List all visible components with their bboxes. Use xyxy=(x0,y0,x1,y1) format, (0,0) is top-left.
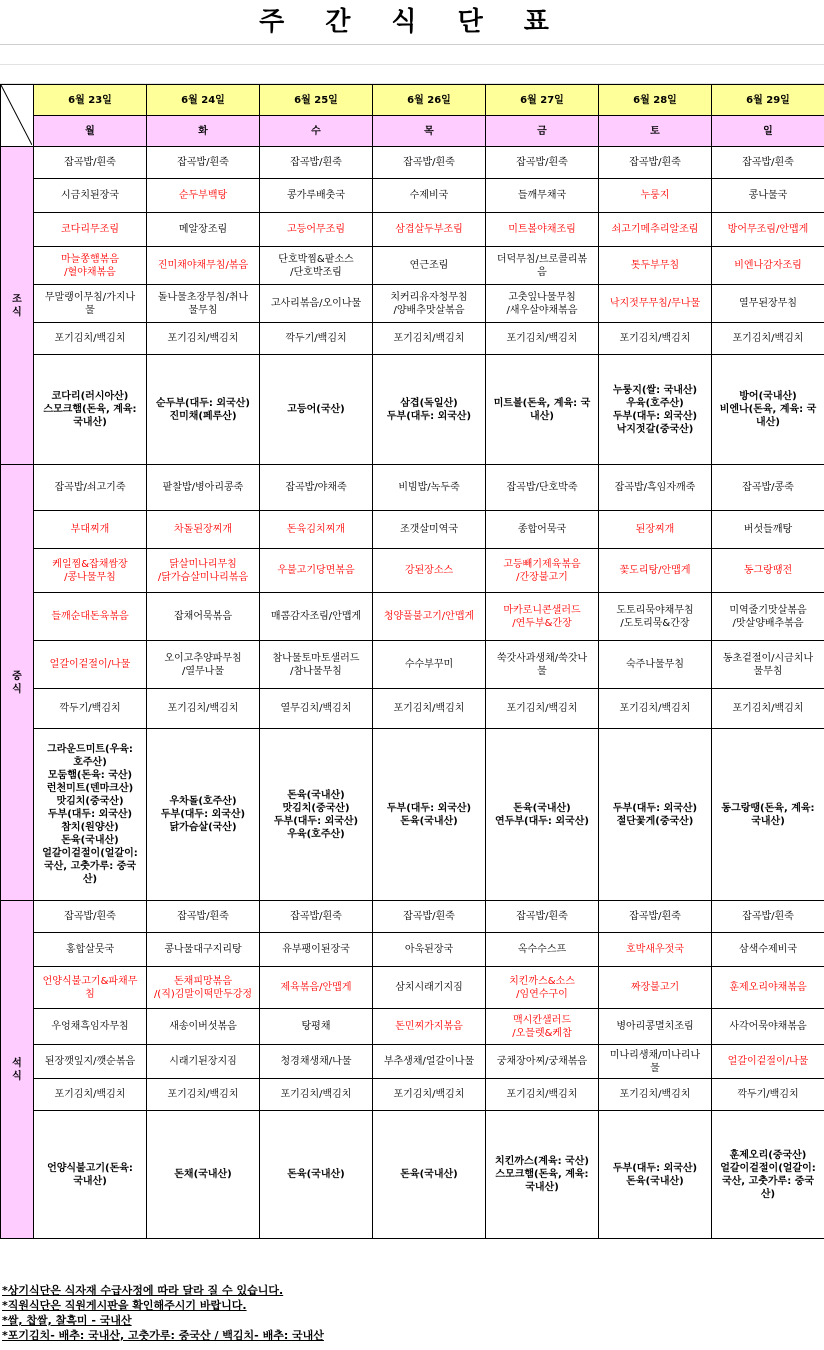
menu-cell: 쇠고기메추리알조림 xyxy=(599,213,712,247)
menu-row xyxy=(1,593,824,641)
menu-cell: 포기김치/백김치 xyxy=(599,323,712,355)
menu-cell: 코다리무조림 xyxy=(34,213,147,247)
menu-row xyxy=(1,1009,824,1045)
menu-cell: 오이고추양파무침 /열무나물 xyxy=(147,641,260,689)
menu-row xyxy=(1,355,824,465)
menu-cell: 삼치시래기지짐 xyxy=(373,967,486,1009)
menu-cell: 돈육(국내산) xyxy=(373,1111,486,1239)
spacer-row xyxy=(0,64,824,84)
menu-cell: 두부(대두: 외국산) 돈육(국내산) xyxy=(373,729,486,901)
menu-cell: 잡곡밥/흰죽 xyxy=(373,901,486,933)
menu-cell: 포기김치/백김치 xyxy=(147,323,260,355)
day-cell: 월 xyxy=(34,116,147,147)
menu-cell: 두부(대두: 외국산) 절단꽃게(중국산) xyxy=(599,729,712,901)
menu-cell: 잡곡밥/흑임자깨죽 xyxy=(599,465,712,511)
menu-cell: 비빔밥/녹두죽 xyxy=(373,465,486,511)
menu-cell: 잡곡밥/흰죽 xyxy=(486,147,599,179)
menu-cell: 잡곡밥/흰죽 xyxy=(147,901,260,933)
menu-cell: 청양풀불고기/안맵게 xyxy=(373,593,486,641)
menu-cell: 돌나물초장무침/취나 물무침 xyxy=(147,285,260,323)
menu-cell: 매콤감자조림/안맵게 xyxy=(260,593,373,641)
menu-cell: 미나리생채/미나리나 물 xyxy=(599,1045,712,1079)
menu-cell: 잡곡밥/흰죽 xyxy=(260,901,373,933)
menu-cell: 순두부(대두: 외국산) 진미채(페루산) xyxy=(147,355,260,465)
menu-cell: 잡곡밥/콩죽 xyxy=(712,465,824,511)
menu-cell: 진미채야채무침/볶음 xyxy=(147,247,260,285)
menu-cell: 우차돌(호주산) 두부(대두: 외국산) 닭가슴살(국산) xyxy=(147,729,260,901)
menu-cell: 잡곡밥/흰죽 xyxy=(34,147,147,179)
menu-cell: 방어무조림/안맵게 xyxy=(712,213,824,247)
note-line: *직원식단은 직원게시판을 확인해주시기 바랍니다. xyxy=(2,1299,247,1312)
menu-cell: 시래기된장지짐 xyxy=(147,1045,260,1079)
menu-cell: 포기김치/백김치 xyxy=(147,1079,260,1111)
menu-cell: 잡곡밥/쇠고기죽 xyxy=(34,465,147,511)
diagonal-line xyxy=(1,85,32,145)
menu-cell: 새송이버섯볶음 xyxy=(147,1009,260,1045)
menu-cell: 돈민찌가지볶음 xyxy=(373,1009,486,1045)
menu-cell: 포기김치/백김치 xyxy=(34,323,147,355)
day-cell: 토 xyxy=(599,116,712,147)
menu-cell: 부대찌개 xyxy=(34,511,147,549)
menu-cell: 포기김치/백김치 xyxy=(599,1079,712,1111)
menu-cell: 마카로니콘샐러드 /연두부&간장 xyxy=(486,593,599,641)
menu-cell: 무말랭이무침/가지나 물 xyxy=(34,285,147,323)
menu-cell: 동그랑땡전 xyxy=(712,549,824,593)
menu-cell: 언양식불고기(돈육: 국내산) xyxy=(34,1111,147,1239)
menu-row xyxy=(1,147,824,179)
menu-cell: 코다리(러시아산) 스모크햄(돈육, 계육: 국내산) xyxy=(34,355,147,465)
date-cell: 6월 24일 xyxy=(147,85,260,116)
menu-cell: 콩가루배춧국 xyxy=(260,179,373,213)
menu-cell: 훈제오리야채볶음 xyxy=(712,967,824,1009)
menu-cell: 얼갈이겉절이/나물 xyxy=(712,1045,824,1079)
menu-cell: 청경채생채/나물 xyxy=(260,1045,373,1079)
menu-row xyxy=(1,213,824,247)
menu-cell: 돈육(국내산) 맛김치(중국산) 두부(대두: 외국산) 우육(호주산) xyxy=(260,729,373,901)
menu-cell: 돈육김치찌개 xyxy=(260,511,373,549)
menu-cell: 치커리유자청무침 /양배추맛살볶음 xyxy=(373,285,486,323)
menu-cell: 강된장소스 xyxy=(373,549,486,593)
menu-cell: 잡곡밥/흰죽 xyxy=(147,147,260,179)
menu-cell: 비엔나감자조림 xyxy=(712,247,824,285)
day-cell: 화 xyxy=(147,116,260,147)
menu-row xyxy=(1,465,824,511)
menu-cell: 누룽지(쌀: 국내산) 우육(호주산) 두부(대두: 외국산) 낙지젓갈(중국산) xyxy=(599,355,712,465)
date-row xyxy=(1,85,824,116)
menu-cell: 수제비국 xyxy=(373,179,486,213)
menu-cell: 톳두부무침 xyxy=(599,247,712,285)
menu-row xyxy=(1,323,824,355)
menu-cell: 돈채피망볶음 /(직)김말이떡만두강정 xyxy=(147,967,260,1009)
menu-cell: 맥시칸샐러드 /오믈렛&케찹 xyxy=(486,1009,599,1045)
menu-row xyxy=(1,1045,824,1079)
menu-row xyxy=(1,1079,824,1111)
date-cell: 6월 28일 xyxy=(599,85,712,116)
menu-row xyxy=(1,689,824,729)
menu-cell: 연근조림 xyxy=(373,247,486,285)
menu-cell: 두부(대두: 외국산) 돈육(국내산) xyxy=(599,1111,712,1239)
menu-cell: 아욱된장국 xyxy=(373,933,486,967)
menu-cell: 순두부백탕 xyxy=(147,179,260,213)
menu-cell: 포기김치/백김치 xyxy=(599,689,712,729)
date-cell: 6월 29일 xyxy=(712,85,824,116)
menu-cell: 마늘쫑햄볶음 /혈야채볶음 xyxy=(34,247,147,285)
day-cell: 목 xyxy=(373,116,486,147)
menu-cell: 들깨순대돈육볶음 xyxy=(34,593,147,641)
menu-cell: 우엉채흑임자무침 xyxy=(34,1009,147,1045)
menu-cell: 고사리볶음/오이나물 xyxy=(260,285,373,323)
menu-cell: 포기김치/백김치 xyxy=(486,1079,599,1111)
spacer-row xyxy=(0,44,824,65)
menu-cell: 고춧잎나물무침 /새우살야채볶음 xyxy=(486,285,599,323)
menu-cell: 잡곡밥/흰죽 xyxy=(599,901,712,933)
menu-cell: 홍합살뭇국 xyxy=(34,933,147,967)
menu-cell: 잡곡밥/단호박죽 xyxy=(486,465,599,511)
menu-cell: 미트볼야채조림 xyxy=(486,213,599,247)
menu-cell: 누룽지 xyxy=(599,179,712,213)
menu-cell: 메알장조림 xyxy=(147,213,260,247)
day-cell: 수 xyxy=(260,116,373,147)
date-cell: 6월 26일 xyxy=(373,85,486,116)
menu-row xyxy=(1,247,824,285)
menu-row xyxy=(1,1111,824,1239)
note-line: *포기김치- 배추: 국내산, 고춧가루: 중국산 / 백김치- 배추: 국내산 xyxy=(2,1329,324,1342)
menu-cell: 들깨무채국 xyxy=(486,179,599,213)
menu-cell: 팥찰밥/병아리콩죽 xyxy=(147,465,260,511)
menu-cell: 버섯들깨탕 xyxy=(712,511,824,549)
menu-cell: 병아리콩멸치조림 xyxy=(599,1009,712,1045)
menu-table xyxy=(0,84,824,1239)
menu-cell: 치킨까스&소스 /임연수구이 xyxy=(486,967,599,1009)
menu-cell: 돈육(국내산) 연두부(대두: 외국산) xyxy=(486,729,599,901)
menu-row xyxy=(1,549,824,593)
menu-cell: 잡곡밥/야채죽 xyxy=(260,465,373,511)
menu-cell: 삼겹(독일산) 두부(대두: 외국산) xyxy=(373,355,486,465)
menu-cell: 수수부꾸미 xyxy=(373,641,486,689)
menu-cell: 잡곡밥/흰죽 xyxy=(712,901,824,933)
note-line: *쌀, 찹쌀, 찰흑미 - 국내산 xyxy=(2,1314,132,1327)
menu-cell: 짜장불고기 xyxy=(599,967,712,1009)
menu-cell: 그라운드미트(우육: 호주산) 모둠햄(돈육: 국산) 런천미트(덴마크산) 맛김치(중국산) 두부(대두: 외국산) 참치(원양산) 돈육(국내산) 얼갈이겉절이(얼갈이: 국산, 고춧가루: 중국 산) xyxy=(34,729,147,901)
menu-cell: 잡곡밥/흰죽 xyxy=(373,147,486,179)
menu-row xyxy=(1,179,824,213)
menu-cell: 시금치된장국 xyxy=(34,179,147,213)
menu-cell: 돈육(국내산) xyxy=(260,1111,373,1239)
menu-cell: 고등어(국산) xyxy=(260,355,373,465)
menu-cell: 단호박찜&팥소스 /단호박조림 xyxy=(260,247,373,285)
page-title: 주 간 식 단 표 xyxy=(0,0,824,45)
menu-cell: 포기김치/백김치 xyxy=(34,1079,147,1111)
menu-cell: 훈제오리(중국산) 얼갈이겉절이(얼갈이: 국산, 고춧가루: 중국 산) xyxy=(712,1111,824,1239)
menu-row xyxy=(1,901,824,933)
menu-cell: 더덕무침/브로콜리볶 음 xyxy=(486,247,599,285)
menu-cell: 포기김치/백김치 xyxy=(373,1079,486,1111)
menu-cell: 케일찜&잡채쌈장 /콩나물무침 xyxy=(34,549,147,593)
menu-cell: 도토리묵야채무침 /도토리묵&간장 xyxy=(599,593,712,641)
menu-cell: 치킨까스(계육: 국산) 스모크햄(돈육, 계육: 국내산) xyxy=(486,1111,599,1239)
menu-cell: 얼갈이겉절이/나물 xyxy=(34,641,147,689)
menu-row xyxy=(1,967,824,1009)
menu-row xyxy=(1,933,824,967)
menu-cell: 꽃도리탕/안맵게 xyxy=(599,549,712,593)
menu-cell: 고등어무조림 xyxy=(260,213,373,247)
menu-cell: 고등빼기제육볶음 /간장불고기 xyxy=(486,549,599,593)
menu-cell: 잡곡밥/흰죽 xyxy=(34,901,147,933)
day-cell: 일 xyxy=(712,116,824,147)
menu-cell: 동그랑땡(돈육, 계육: 국내산) xyxy=(712,729,824,901)
meal-label-breakfast: 조 식 xyxy=(1,147,34,465)
menu-cell: 옥수수스프 xyxy=(486,933,599,967)
menu-cell: 포기김치/백김치 xyxy=(373,689,486,729)
menu-cell: 포기김치/백김치 xyxy=(373,323,486,355)
menu-cell: 깍두기/백김치 xyxy=(34,689,147,729)
menu-cell: 삼겹살두부조림 xyxy=(373,213,486,247)
menu-cell: 종합어묵국 xyxy=(486,511,599,549)
date-cell: 6월 27일 xyxy=(486,85,599,116)
menu-cell: 미역줄기맛살볶음 /맛살양배추볶음 xyxy=(712,593,824,641)
menu-cell: 포기김치/백김치 xyxy=(486,689,599,729)
menu-cell: 잡곡밥/흰죽 xyxy=(260,147,373,179)
menu-cell: 궁채장아찌/궁채볶음 xyxy=(486,1045,599,1079)
menu-cell: 열무된장무침 xyxy=(712,285,824,323)
menu-cell: 쑥갓사과생채/쑥갓나 물 xyxy=(486,641,599,689)
menu-cell: 참나물토마토샐러드 /참나물무침 xyxy=(260,641,373,689)
menu-cell: 숙주나물무침 xyxy=(599,641,712,689)
meal-label-dinner: 석 식 xyxy=(1,901,34,1239)
menu-cell: 조갯살미역국 xyxy=(373,511,486,549)
day-row xyxy=(1,116,824,147)
day-cell: 금 xyxy=(486,116,599,147)
menu-row xyxy=(1,511,824,549)
note-line: *상기식단은 식자재 수급사정에 따라 달라 질 수 있습니다. xyxy=(2,1284,284,1297)
menu-cell: 제육볶음/안맵게 xyxy=(260,967,373,1009)
menu-cell: 잡채어묵볶음 xyxy=(147,593,260,641)
menu-cell: 포기김치/백김치 xyxy=(486,323,599,355)
menu-cell: 잡곡밥/흰죽 xyxy=(599,147,712,179)
menu-cell: 부추생채/얼갈이나물 xyxy=(373,1045,486,1079)
menu-cell: 유부팽이된장국 xyxy=(260,933,373,967)
menu-row xyxy=(1,729,824,901)
menu-cell: 동초겉절이/시금치나 물무침 xyxy=(712,641,824,689)
menu-cell: 깍두기/백김치 xyxy=(712,1079,824,1111)
menu-cell: 방어(국내산) 비엔나(돈육, 계육: 국 내산) xyxy=(712,355,824,465)
date-cell: 6월 25일 xyxy=(260,85,373,116)
menu-cell: 콩나물국 xyxy=(712,179,824,213)
notes xyxy=(2,1283,822,1343)
meal-label-lunch: 중 식 xyxy=(1,465,34,901)
corner-cell xyxy=(1,85,34,147)
menu-cell: 잡곡밥/흰죽 xyxy=(486,901,599,933)
menu-cell: 된장찌개 xyxy=(599,511,712,549)
date-cell: 6월 23일 xyxy=(34,85,147,116)
menu-cell: 된장깻잎지/깻순볶음 xyxy=(34,1045,147,1079)
menu-cell: 차돌된장찌개 xyxy=(147,511,260,549)
menu-cell: 콩나물대구지리탕 xyxy=(147,933,260,967)
menu-cell: 사각어묵야채볶음 xyxy=(712,1009,824,1045)
menu-cell: 깍두기/백김치 xyxy=(260,323,373,355)
menu-cell: 포기김치/백김치 xyxy=(712,689,824,729)
menu-row xyxy=(1,285,824,323)
menu-cell: 포기김치/백김치 xyxy=(147,689,260,729)
menu-cell: 탕평채 xyxy=(260,1009,373,1045)
menu-cell: 열무김치/백김치 xyxy=(260,689,373,729)
menu-cell: 포기김치/백김치 xyxy=(712,323,824,355)
menu-cell: 호박새우젓국 xyxy=(599,933,712,967)
menu-cell: 포기김치/백김치 xyxy=(260,1079,373,1111)
menu-cell: 잡곡밥/흰죽 xyxy=(712,147,824,179)
menu-cell: 삼색수제비국 xyxy=(712,933,824,967)
menu-row xyxy=(1,641,824,689)
menu-cell: 우불고기당면볶음 xyxy=(260,549,373,593)
menu-cell: 미트볼(돈육, 계육: 국 내산) xyxy=(486,355,599,465)
menu-cell: 돈채(국내산) xyxy=(147,1111,260,1239)
menu-cell: 언양식불고기&파채무 침 xyxy=(34,967,147,1009)
menu-cell: 낙지젓무무침/무나물 xyxy=(599,285,712,323)
menu-cell: 닭살미나리무침 /닭가슴살미나리볶음 xyxy=(147,549,260,593)
